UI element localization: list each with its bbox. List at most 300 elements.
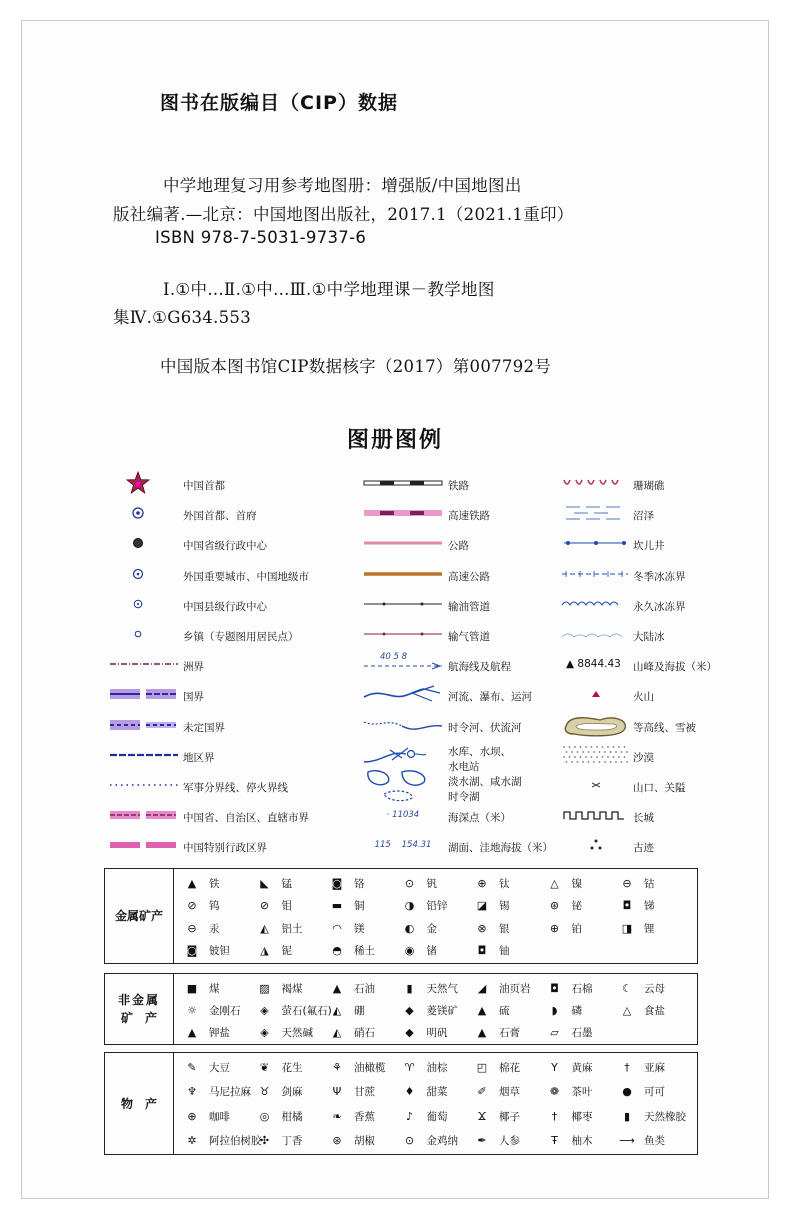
products-symbol-icon: ✲ xyxy=(187,1134,197,1147)
metal-item-label: 锰 xyxy=(281,877,292,890)
nonmetal-item xyxy=(258,1022,314,1042)
metal-item xyxy=(403,873,438,893)
legend-label: 古迹 xyxy=(633,842,654,855)
nonmetal-item-label: 菱镁矿 xyxy=(426,1004,458,1017)
metal-item-label: 锑 xyxy=(644,900,655,912)
nonmetal-symbol-icon: ◭ xyxy=(332,1025,342,1039)
legend-label: 中国特别行政区界 xyxy=(183,842,267,855)
products-item-label: 油橄榄 xyxy=(354,1061,386,1074)
military-line xyxy=(108,774,180,796)
metal-minerals-box xyxy=(104,868,698,964)
cip-line-2: 版社编著.—北京：中国地图出版社，2017.1（2021.1重印） xyxy=(113,205,574,224)
metal-symbol-icon: ⊕ xyxy=(477,876,487,890)
volcano-icon xyxy=(586,683,606,705)
metal-item-label: 铋 xyxy=(571,900,582,912)
metal-item-label: 钨 xyxy=(209,900,220,912)
nonmetal-symbol-icon: ◢ xyxy=(477,981,487,995)
legend-label: 地区界 xyxy=(183,751,215,764)
metal-symbol-icon: ⊛ xyxy=(549,899,560,912)
lake-icon xyxy=(362,774,444,796)
products-item xyxy=(258,1106,303,1126)
metal-item xyxy=(620,873,655,893)
monument-icon xyxy=(586,834,606,856)
metal-symbol-icon: ◑ xyxy=(404,899,415,912)
legend-label: 公路 xyxy=(448,540,469,553)
pass-icon xyxy=(586,774,606,796)
products-item-label: 天然橡胶 xyxy=(644,1110,686,1123)
nonmetal-symbol-icon: ▮ xyxy=(406,981,413,995)
metal-symbol-icon: ◭ xyxy=(260,921,269,935)
metal-item xyxy=(620,918,655,938)
products-item xyxy=(403,1082,448,1102)
nonmetal-item xyxy=(475,978,531,998)
legend-label: 输油管道 xyxy=(448,600,490,613)
nonmetal-item xyxy=(185,978,220,998)
metal-item xyxy=(620,896,655,916)
metal-item-label: 锡 xyxy=(499,900,510,912)
metal-item-label: 铌 xyxy=(281,945,292,957)
metal-item-label: 铅锌 xyxy=(426,900,448,912)
products-item-label: 亚麻 xyxy=(644,1061,665,1074)
metal-item xyxy=(548,896,583,916)
nonmetal-symbol-icon: ◗ xyxy=(551,1003,558,1017)
metal-symbol-icon: ◙ xyxy=(186,944,198,957)
peak-icon xyxy=(566,653,632,675)
metal-symbol-icon: ⊖ xyxy=(622,876,632,890)
metal-item xyxy=(258,873,293,893)
sea-route-value: 40 5 8 xyxy=(380,652,408,663)
legend-label: 中国首都 xyxy=(183,480,225,492)
metal-item xyxy=(403,918,438,938)
cip-line-1: 中学地理复习用参考地图册：增强版/中国地图出 xyxy=(163,176,522,195)
products-item-label: 咖啡 xyxy=(209,1110,230,1123)
nonmetal-symbol-icon: ◭ xyxy=(332,1003,342,1017)
filled-dot-icon xyxy=(126,532,150,554)
nonmetal-symbol-icon: ☼ xyxy=(187,1003,197,1017)
nonmetal-item xyxy=(330,1000,365,1020)
products-symbol-icon: ⊙ xyxy=(404,1134,415,1147)
legend-label: 河流、瀑布、运河 xyxy=(448,691,532,704)
metal-item-label: 稀土 xyxy=(354,945,375,957)
products-item xyxy=(475,1082,520,1102)
metal-item-label: 钴 xyxy=(644,877,655,890)
small-ring-dot-icon xyxy=(126,593,150,615)
river-icon xyxy=(362,683,444,705)
legend-label: 永久冰冻界 xyxy=(633,600,686,613)
nonmetal-symbol-icon: △ xyxy=(622,1003,632,1017)
products-item-label: 烟草 xyxy=(499,1086,520,1098)
products-item xyxy=(330,1082,375,1102)
nonmetal-item-label: 食盐 xyxy=(644,1004,665,1017)
nonmetal-item xyxy=(548,1000,583,1020)
metal-item xyxy=(475,896,510,916)
undetermined-boundary-line xyxy=(108,714,180,736)
legend-label: 中国县级行政中心 xyxy=(183,600,267,613)
products-symbol-icon: ✎ xyxy=(187,1060,197,1074)
products-symbol-icon: Ψ xyxy=(332,1085,342,1098)
metal-symbol-icon: △ xyxy=(550,876,559,890)
products-item xyxy=(403,1131,459,1151)
products-item xyxy=(185,1106,230,1126)
nonmetal-item-label: 硼 xyxy=(354,1004,365,1017)
metal-item-label: 钼 xyxy=(281,900,292,912)
nonmetal-item xyxy=(330,1022,375,1042)
sea-depth-value: · 11034 xyxy=(386,810,420,821)
legend-label: 长城 xyxy=(633,812,654,825)
metal-item-label: 铍钽 xyxy=(209,945,230,957)
products-item-label: 茶叶 xyxy=(571,1086,593,1098)
metal-symbol-icon: ⊙ xyxy=(404,876,415,890)
legend-label: 高速公路 xyxy=(448,570,490,583)
products-item xyxy=(620,1057,665,1077)
metal-symbol-icon: ◨ xyxy=(621,921,633,935)
metal-symbol-icon: ▬ xyxy=(331,899,343,912)
metal-item-label: 镍 xyxy=(571,877,582,890)
legend-label: 大陆冰 xyxy=(633,631,665,643)
metal-item xyxy=(185,896,220,916)
metal-symbol-icon: ◠ xyxy=(332,921,342,935)
lake-elevation-value: 115 154.31 xyxy=(374,840,432,851)
metal-item xyxy=(185,941,230,961)
metal-symbol-icon: ⊗ xyxy=(477,921,487,935)
nonmetal-item xyxy=(403,978,459,998)
nonmetal-item-label: 石棉 xyxy=(571,982,593,995)
metal-item-label: 铀 xyxy=(499,945,510,957)
cip-isbn: ISBN 978-7-5031-9737-6 xyxy=(155,228,367,247)
metal-item-label: 汞 xyxy=(209,922,220,935)
legend-label: 山口、关隘 xyxy=(633,782,686,794)
nonmetal-item-label: 硫 xyxy=(499,1004,510,1017)
cip-line-5: 集Ⅳ.①G634.553 xyxy=(113,308,252,327)
permanent-ice-line xyxy=(560,593,632,615)
products-item xyxy=(330,1131,375,1151)
products-symbol-icon: ⊛ xyxy=(332,1134,342,1147)
products-item-label: 马尼拉麻 xyxy=(209,1086,251,1098)
metal-symbol-icon: ◪ xyxy=(476,899,488,912)
nonmetal-item xyxy=(330,978,375,998)
metal-symbol-icon: ⊘ xyxy=(259,899,270,912)
products-item-label: 油棕 xyxy=(426,1061,448,1074)
great-wall-icon xyxy=(560,804,632,826)
oil-pipeline-line xyxy=(362,593,444,615)
nonmetal-minerals-box xyxy=(104,973,698,1045)
winter-ice-line xyxy=(560,563,632,585)
cip-line-6: 中国版本图书馆CIP数据核字（2017）第007792号 xyxy=(160,357,552,376)
nonmetal-item xyxy=(620,978,665,998)
products-item-label: 花生 xyxy=(281,1061,303,1074)
metal-item xyxy=(548,918,583,938)
metal-symbol-icon: ◣ xyxy=(260,876,269,890)
metal-item xyxy=(185,873,220,893)
products-symbol-icon: Ŧ xyxy=(551,1134,558,1147)
products-symbol-icon: ♉ xyxy=(259,1085,270,1098)
products-symbol-icon: ◎ xyxy=(259,1109,270,1123)
continental-ice-icon xyxy=(560,623,632,645)
products-item xyxy=(403,1106,448,1126)
reservoir-icon xyxy=(362,744,444,766)
products-item-label: 胡椒 xyxy=(354,1135,375,1147)
products-box xyxy=(104,1052,698,1155)
nonmetal-symbol-icon: ◆ xyxy=(405,1003,414,1017)
metal-item xyxy=(475,941,510,961)
metal-item xyxy=(258,896,293,916)
products-item xyxy=(620,1131,665,1151)
products-item xyxy=(475,1057,520,1077)
products-symbol-icon: Y xyxy=(551,1060,558,1074)
products-symbol-icon: ● xyxy=(622,1085,632,1098)
legend-label: 火山 xyxy=(633,691,654,704)
nonmetal-item-label: 石膏 xyxy=(499,1026,520,1039)
nonmetal-symbol-icon: ▲ xyxy=(332,981,342,995)
products-symbol-icon: ⊕ xyxy=(187,1109,197,1123)
metal-item-label: 锗 xyxy=(426,945,437,957)
metal-item-label: 金 xyxy=(426,922,437,935)
products-item-label: 阿拉伯树胶 xyxy=(209,1135,262,1147)
legend-label: 沙漠 xyxy=(633,751,654,764)
products-heading: 物 产 xyxy=(105,1053,174,1154)
metal-item-label: 铁 xyxy=(209,877,220,890)
products-item-label: 人参 xyxy=(499,1135,520,1147)
nonmetal-symbol-icon: ■ xyxy=(186,981,198,995)
products-item-label: 鱼类 xyxy=(644,1135,665,1147)
expressway-line xyxy=(362,563,444,585)
metal-item xyxy=(403,896,448,916)
products-symbol-icon: Ϫ xyxy=(477,1109,487,1123)
nonmetal-symbol-icon: ◆ xyxy=(405,1025,414,1039)
metal-item xyxy=(403,941,438,961)
products-item-label: 甘蔗 xyxy=(354,1086,375,1098)
products-item xyxy=(403,1057,448,1077)
products-item xyxy=(258,1057,303,1077)
nonmetal-minerals-heading: 非金属 矿 产 xyxy=(105,974,174,1044)
products-item-label: 金鸡纳 xyxy=(426,1135,458,1147)
metal-symbol-icon: ◉ xyxy=(404,944,415,957)
products-item xyxy=(185,1082,251,1102)
metal-item xyxy=(475,918,510,938)
nonmetal-symbol-icon: ◈ xyxy=(260,1025,269,1039)
metal-item xyxy=(548,873,583,893)
region-boundary-line xyxy=(108,744,180,766)
metal-item xyxy=(258,918,303,938)
nonmetal-symbol-icon: ◘ xyxy=(550,981,559,995)
legend-label: 湖面、洼地海拔（米） xyxy=(448,842,553,855)
metal-symbol-icon: ⊘ xyxy=(187,899,197,912)
metal-item-label: 铬 xyxy=(354,877,365,890)
nonmetal-symbol-icon: ▲ xyxy=(477,1025,487,1039)
products-item-label: 大豆 xyxy=(209,1061,230,1074)
products-item xyxy=(620,1106,686,1126)
metal-item-label: 钛 xyxy=(499,877,510,890)
small-ring-icon xyxy=(126,623,150,645)
metal-item-label: 铂 xyxy=(571,922,582,935)
road-line xyxy=(362,532,444,554)
nonmetal-item-label: 石墨 xyxy=(571,1026,593,1039)
legend-label: 军事分界线、停火界线 xyxy=(183,782,288,794)
metal-item xyxy=(475,873,510,893)
metal-symbol-icon: ▲ xyxy=(187,876,197,890)
products-item xyxy=(330,1106,375,1126)
legend-label: 外国重要城市、中国地级市 xyxy=(183,570,309,583)
nonmetal-item-label: 天然气 xyxy=(426,982,458,995)
products-item xyxy=(475,1131,520,1151)
high-speed-railway-line xyxy=(362,502,444,524)
metal-item-label: 银 xyxy=(499,922,510,935)
nonmetal-item-label: 萤石(氟石) xyxy=(281,1004,332,1017)
coral-reef-icon xyxy=(560,472,632,494)
products-item-label: 椰子 xyxy=(499,1110,520,1123)
products-symbol-icon: ♈ xyxy=(404,1060,415,1074)
gas-pipeline-line xyxy=(362,623,444,645)
metal-symbol-icon: ◐ xyxy=(404,921,415,935)
legend-label: 珊瑚礁 xyxy=(633,480,665,492)
nonmetal-item-label: 金刚石 xyxy=(209,1004,241,1017)
products-symbol-icon: ✣ xyxy=(259,1134,270,1147)
nonmetal-item-label: 煤 xyxy=(209,982,220,995)
products-item-label: 柑橘 xyxy=(281,1110,303,1123)
legend-label: 国界 xyxy=(183,691,204,704)
nonmetal-symbol-icon: ▱ xyxy=(550,1025,559,1039)
lake-elevation-icon xyxy=(362,834,444,856)
nonmetal-item xyxy=(548,1022,593,1042)
nonmetal-item xyxy=(185,1000,241,1020)
products-item xyxy=(258,1131,303,1151)
legend-label: 水库、水坝、 水电站 xyxy=(448,745,511,773)
metal-item xyxy=(330,873,365,893)
metal-symbol-icon: ◓ xyxy=(332,944,342,957)
products-item xyxy=(548,1082,593,1102)
nonmetal-item xyxy=(403,1000,459,1020)
sea-depth-icon xyxy=(362,804,444,826)
legend-label: 淡水湖、咸水湖 时令湖 xyxy=(448,776,522,803)
legend-label: 冬季冰冻界 xyxy=(633,570,686,583)
national-boundary-line xyxy=(108,683,180,705)
metal-symbol-icon: ◘ xyxy=(622,899,632,912)
metal-symbol-icon: ◙ xyxy=(331,876,343,890)
contour-icon xyxy=(560,714,632,736)
products-symbol-icon: ✐ xyxy=(477,1085,487,1098)
products-symbol-icon: ❧ xyxy=(332,1109,342,1123)
products-symbol-icon: ⟶ xyxy=(619,1134,635,1147)
sar-boundary-line xyxy=(108,834,180,856)
seasonal-river-icon xyxy=(362,714,444,736)
products-item-label: 香蕉 xyxy=(354,1110,375,1123)
metal-symbol-icon: ⊕ xyxy=(549,921,560,935)
nonmetal-item xyxy=(620,1000,665,1020)
products-symbol-icon: ❁ xyxy=(549,1085,560,1098)
legend-label: 中国省级行政中心 xyxy=(183,540,267,553)
legend-label: 坎儿井 xyxy=(633,540,665,553)
legend-label: 高速铁路 xyxy=(448,510,490,523)
nonmetal-item-label: 磷 xyxy=(571,1004,582,1017)
products-item-label: 剑麻 xyxy=(281,1086,303,1098)
nonmetal-item xyxy=(258,978,303,998)
legend-label: 外国首都、首府 xyxy=(183,510,257,523)
sea-route-line xyxy=(362,653,444,675)
legend-label: 时令河、伏流河 xyxy=(448,721,522,734)
metal-item xyxy=(258,941,293,961)
legend-label: 山峰及海拔（米） xyxy=(633,661,717,674)
metal-item xyxy=(330,918,365,938)
nonmetal-item-label: 硝石 xyxy=(354,1026,375,1039)
metal-symbol-icon: ◮ xyxy=(260,944,269,957)
metal-item xyxy=(330,896,365,916)
red-star-icon xyxy=(126,472,150,494)
legend-label: 中国省、自治区、直辖市界 xyxy=(183,812,309,825)
products-item xyxy=(475,1106,520,1126)
nonmetal-symbol-icon: ▲ xyxy=(187,1025,197,1039)
nonmetal-item-label: 石油 xyxy=(354,982,375,995)
products-symbol-icon: ◰ xyxy=(476,1060,488,1074)
products-item xyxy=(185,1057,230,1077)
products-symbol-icon: ▮ xyxy=(623,1109,631,1123)
products-symbol-icon: ✒ xyxy=(477,1134,487,1147)
legend-label: 输气管道 xyxy=(448,631,490,643)
products-item xyxy=(185,1131,262,1151)
metal-minerals-heading: 金属矿产 xyxy=(105,869,174,963)
nonmetal-symbol-icon: ☾ xyxy=(622,981,632,995)
metal-symbol-icon: ⊖ xyxy=(187,921,197,935)
legend-label: 等高线、雪被 xyxy=(633,721,696,734)
metal-item-label: 钒 xyxy=(426,877,437,890)
products-symbol-icon: † xyxy=(624,1060,630,1074)
products-item-label: 甜菜 xyxy=(426,1086,448,1098)
metal-item-label: 锂 xyxy=(644,922,655,935)
legend-label: 航海线及航程 xyxy=(448,661,511,674)
products-symbol-icon: † xyxy=(551,1109,558,1123)
desert-icon xyxy=(560,744,632,766)
nonmetal-symbol-icon: ◈ xyxy=(260,1003,269,1017)
nonmetal-item xyxy=(475,1000,510,1020)
nonmetal-symbol-icon: ▲ xyxy=(477,1003,487,1017)
nonmetal-item xyxy=(548,978,593,998)
products-item-label: 黄麻 xyxy=(571,1061,593,1074)
nonmetal-item-label: 钾盐 xyxy=(209,1026,230,1039)
products-item-label: 葡萄 xyxy=(426,1110,448,1123)
products-item-label: 椰枣 xyxy=(571,1110,593,1123)
continent-boundary-line xyxy=(108,653,180,675)
legend-title: 图册图例 xyxy=(346,428,443,453)
swamp-icon xyxy=(560,502,632,524)
legend-label: 沼泽 xyxy=(633,510,654,523)
products-item xyxy=(548,1106,593,1126)
products-item-label: 可可 xyxy=(644,1086,665,1098)
products-symbol-icon: ❦ xyxy=(259,1060,270,1074)
products-item-label: 棉花 xyxy=(499,1061,520,1074)
nonmetal-item-label: 油页岩 xyxy=(499,982,531,995)
metal-symbol-icon: ◘ xyxy=(477,944,487,957)
products-symbol-icon: ⚘ xyxy=(332,1060,342,1074)
metal-item-label: 铜 xyxy=(354,900,365,912)
nonmetal-item xyxy=(403,1022,448,1042)
province-boundary-line xyxy=(108,804,180,826)
legend-label: 洲界 xyxy=(183,661,204,674)
legend-label: 海深点（米） xyxy=(448,812,511,825)
products-item xyxy=(548,1131,593,1151)
products-item-label: 柚木 xyxy=(571,1135,593,1147)
metal-item-label: 铝土 xyxy=(281,922,303,935)
nonmetal-item-label: 云母 xyxy=(644,982,665,995)
products-symbol-icon: ♆ xyxy=(187,1085,197,1098)
peak-value: ▲ 8844.43 xyxy=(566,658,621,671)
products-symbol-icon: ♦ xyxy=(404,1085,415,1098)
ring-dot-icon xyxy=(126,563,150,585)
metal-item xyxy=(185,918,220,938)
nonmetal-item-label: 明矾 xyxy=(426,1026,448,1039)
products-item xyxy=(620,1082,665,1102)
nonmetal-item xyxy=(475,1022,520,1042)
nonmetal-symbol-icon: ▨ xyxy=(259,981,270,995)
products-item-label: 丁香 xyxy=(281,1135,303,1147)
